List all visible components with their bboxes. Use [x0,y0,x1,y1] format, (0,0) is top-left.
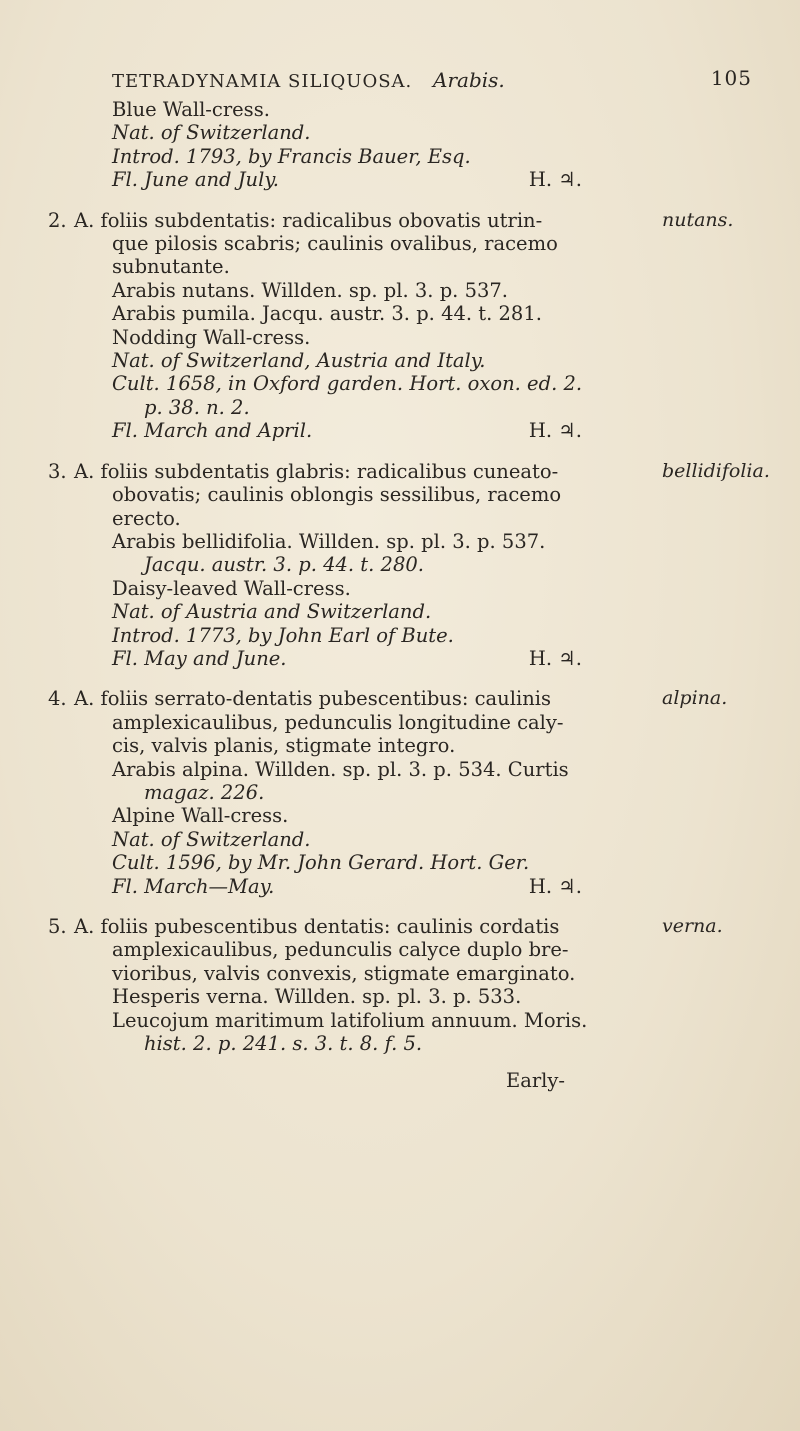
introduction: Introd. 1773, by John Earl of Bute. [112,623,454,647]
native-range: Nat. of Switzerland, Austria and Italy. [112,349,486,373]
species-epithet: verna. [662,915,723,937]
diagnosis-line: erecto. [112,506,181,530]
flowering-line [48,419,582,442]
diagnosis-text: A. foliis pubescentibus dentatis: caulinis cordatis [74,915,560,938]
native-range: Nat. of Switzerland. [112,827,311,851]
entry-number: 4. [48,687,67,711]
cultivation-cont: p. 38. n. 2. [144,395,250,419]
page-number: 105 [710,66,752,90]
genus-title: Arabis. [433,68,505,92]
synonym: Arabis nutans. Willden. sp. pl. 3. p. 537. [112,278,508,302]
entry-number: 3. [48,459,67,483]
common-name: Daisy-leaved Wall-cress. [112,576,351,600]
species-epithet: nutans. [662,208,734,231]
habit-symbol: H. ♃. [528,874,582,898]
synonym: Arabis pumila. Jacqu. austr. 3. p. 44. t. 281. [112,302,542,326]
flowering-time: Fl. March—May. [112,874,275,898]
synonym: Hesperis verna. Willden. sp. pl. 3. p. 533. [112,985,522,1009]
flowering-time: Fl. May and June. [112,646,287,670]
running-header [112,60,752,92]
diagnosis-text: A. foliis serrato-dentatis pubescentibus: caulinis [74,687,552,711]
habit-symbol: H. ♃. [528,646,582,670]
cultivation: Cult. 1596, by Mr. John Gerard. Hort. Ger. [112,851,530,875]
entry-number: 5. [48,915,67,938]
entry-1-tail [48,98,678,192]
diagnosis-line [48,915,678,938]
diagnosis-line [48,460,678,483]
diagnosis-line: amplexicaulibus, pedunculis calyce duplo bre- [112,938,569,962]
entry-3 [48,459,770,671]
synonym: Leucojum maritimum latifolium annuum. Moris. [112,1008,588,1032]
flowering-line [48,168,582,191]
entry-number: 2. [48,208,67,232]
running-title [112,68,505,92]
common-name: Blue Wall-cress. [112,98,270,121]
diagnosis-text: A. foliis subdentatis: radicalibus obovatis utrin- [74,208,543,232]
cultivation: Cult. 1658, in Oxford garden. Hort. oxon. ed. 2. [112,372,583,396]
flowering-line [48,647,582,670]
flowering-time: Fl. June and July. [112,168,279,192]
common-name: Alpine Wall-cress. [112,804,289,828]
diagnosis-line: obovatis; caulinis oblongis sessilibus, racemo [112,483,562,507]
diagnosis-line: vioribus, valvis convexis, stigmate emarginato. [112,961,576,985]
habit-symbol: H. ♃. [528,168,582,192]
entry-2 [48,208,734,443]
synonym: Jacqu. austr. 3. p. 44. t. 280. [144,553,424,577]
native-range: Nat. of Switzerland. [112,121,311,145]
synonym: hist. 2. p. 241. s. 3. t. 8. f. 5. [144,1032,423,1056]
native-range: Nat. of Austria and Switzerland. [112,600,432,624]
diagnosis-line [48,687,678,710]
page-body [48,98,770,1093]
synonym: magaz. 226. [144,780,265,804]
flowering-time: Fl. March and April. [112,419,313,443]
entry-5 [48,915,723,1056]
species-epithet: alpina. [662,687,728,710]
diagnosis-line: subnutante. [112,255,230,279]
common-name: Nodding Wall-cress. [112,325,311,349]
running-title-text: TETRADYNAMIA SILIQUOSA. [112,71,413,92]
habit-symbol: H. ♃. [528,419,582,443]
synonym: Arabis bellidifolia. Willden. sp. pl. 3. p. 537. [112,529,546,553]
entry-4 [48,687,728,898]
catchword: Early- [506,1069,566,1093]
diagnosis-line [48,209,678,232]
flowering-line [48,875,582,898]
synonym: Arabis alpina. Willden. sp. pl. 3. p. 534. Curtis [112,757,569,781]
introduction: Introd. 1793, by Francis Bauer, Esq. [112,144,471,168]
species-epithet: bellidifolia. [662,459,770,482]
diagnosis-text: A. foliis subdentatis glabris: radicalibus cuneato- [74,459,559,483]
diagnosis-line: que pilosis scabris; caulinis ovalibus, racemo [112,232,558,256]
diagnosis-line: amplexicaulibus, pedunculis longitudine caly- [112,710,564,734]
diagnosis-line: cis, valvis planis, stigmate integro. [112,734,456,758]
